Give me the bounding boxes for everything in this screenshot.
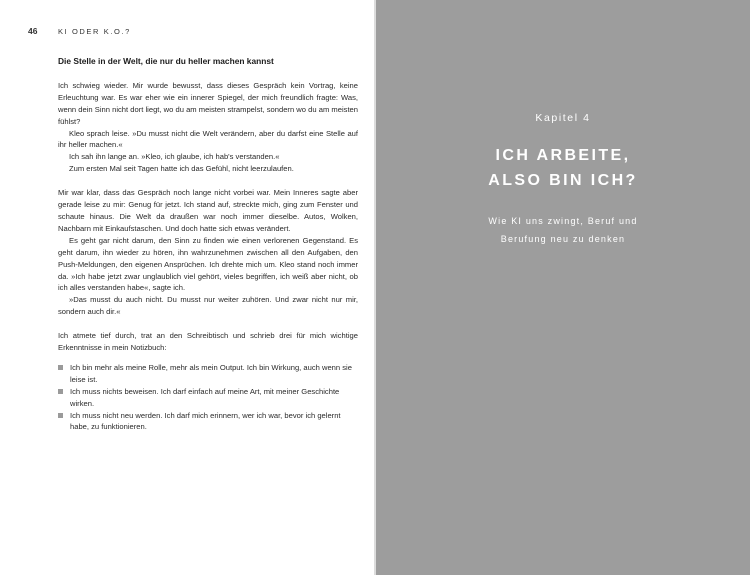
paragraph: Ich schwieg wieder. Mir wurde bewusst, dass dieses Gespräch kein Vortrag, keine Erleuchtung war. Es war eher wie ein innerer Spiegel, der mich freundlich fragte: Was, wenn dein Sinn nicht dort liegt, wo du am meisten strampelst, sondern wo du am meisten fühlst? [58, 80, 358, 126]
chapter-title-line: ALSO BIN ICH? [488, 172, 638, 189]
chapter-subtitle-line: Berufung neu zu denken [500, 234, 626, 244]
page-number: 46 [28, 26, 38, 36]
square-bullet-icon [58, 389, 63, 394]
paragraph: Ich atmete tief durch, trat an den Schreibtisch und schrieb drei für mich wichtige Erkenntnisse in mein Notizbuch: [58, 331, 358, 353]
list-item [58, 362, 358, 386]
list-item [58, 386, 358, 410]
chapter-subtitle [376, 212, 750, 248]
paragraph: Mir war klar, dass das Gespräch noch lange nicht vorbei war. Mein Inneres sagte aber gerade leise zu mir: Genug für jetzt. Ich stand auf, streckte mich, ging zum Fenster und schaute hinaus. Die Welt da draußen war noch immer dieselbe. Autos, Wolken, Nachbarn mit Einkaufstaschen. Und doch hatte sich etwas verändert. [58, 188, 358, 233]
list-item [58, 410, 358, 434]
paragraph: Zum ersten Mal seit Tagen hatte ich das Gefühl, nicht leerzulaufen. [69, 164, 294, 174]
paragraph: Es geht gar nicht darum, den Sinn zu finden wie einen verlorenen Gegenstand. Es geht darum, ihn wieder zu hören, ihn wahrzunehmen zwischen all den Aufgaben, den Push-Meldungen, den eigenen Ansprüchen. Ich drehte mich um. Kleo stand noch immer da. »Ich habe jetzt zwar unglaublich viel gehört, vieles begriffen, ich weiß aber nicht, ob ich alles verstanden habe«, sagte ich. [58, 235, 358, 293]
body-text [58, 56, 358, 433]
insights-list [58, 362, 358, 433]
right-page-chapter-opener [376, 0, 750, 575]
list-item-text: Ich muss nicht neu werden. Ich darf mich erinnern, wer ich war, bevor ich gelernt habe, zu funktionieren. [70, 410, 341, 432]
paragraph: Ich sah ihn lange an. »Kleo, ich glaube, ich hab's verstanden.« [69, 152, 280, 162]
section-title: Die Stelle in der Welt, die nur du heller machen kannst [58, 56, 274, 66]
list-item-text: Ich muss nichts beweisen. Ich darf einfach auf meine Art, mit meiner Geschichte wirken. [70, 386, 340, 408]
list-item-text: Ich bin mehr als meine Rolle, mehr als mein Output. Ich bin Wirkung, auch wenn sie leise ist. [70, 362, 352, 384]
chapter-title-line: ICH ARBEITE, [495, 147, 631, 164]
paragraph: Kleo sprach leise. »Du musst nicht die Welt verändern, aber du darfst eine Stelle auf ihr heller machen.« [58, 128, 358, 150]
paragraph: »Das musst du auch nicht. Du musst nur weiter zuhören. Und zwar nicht nur mir, sondern auch dir.« [58, 295, 358, 317]
running-head: KI ODER K.O.? [58, 27, 131, 36]
square-bullet-icon [58, 365, 63, 370]
chapter-title [376, 143, 750, 193]
chapter-label: Kapitel 4 [535, 112, 591, 124]
chapter-subtitle-line: Wie KI uns zwingt, Beruf und [488, 216, 638, 226]
square-bullet-icon [58, 413, 63, 418]
